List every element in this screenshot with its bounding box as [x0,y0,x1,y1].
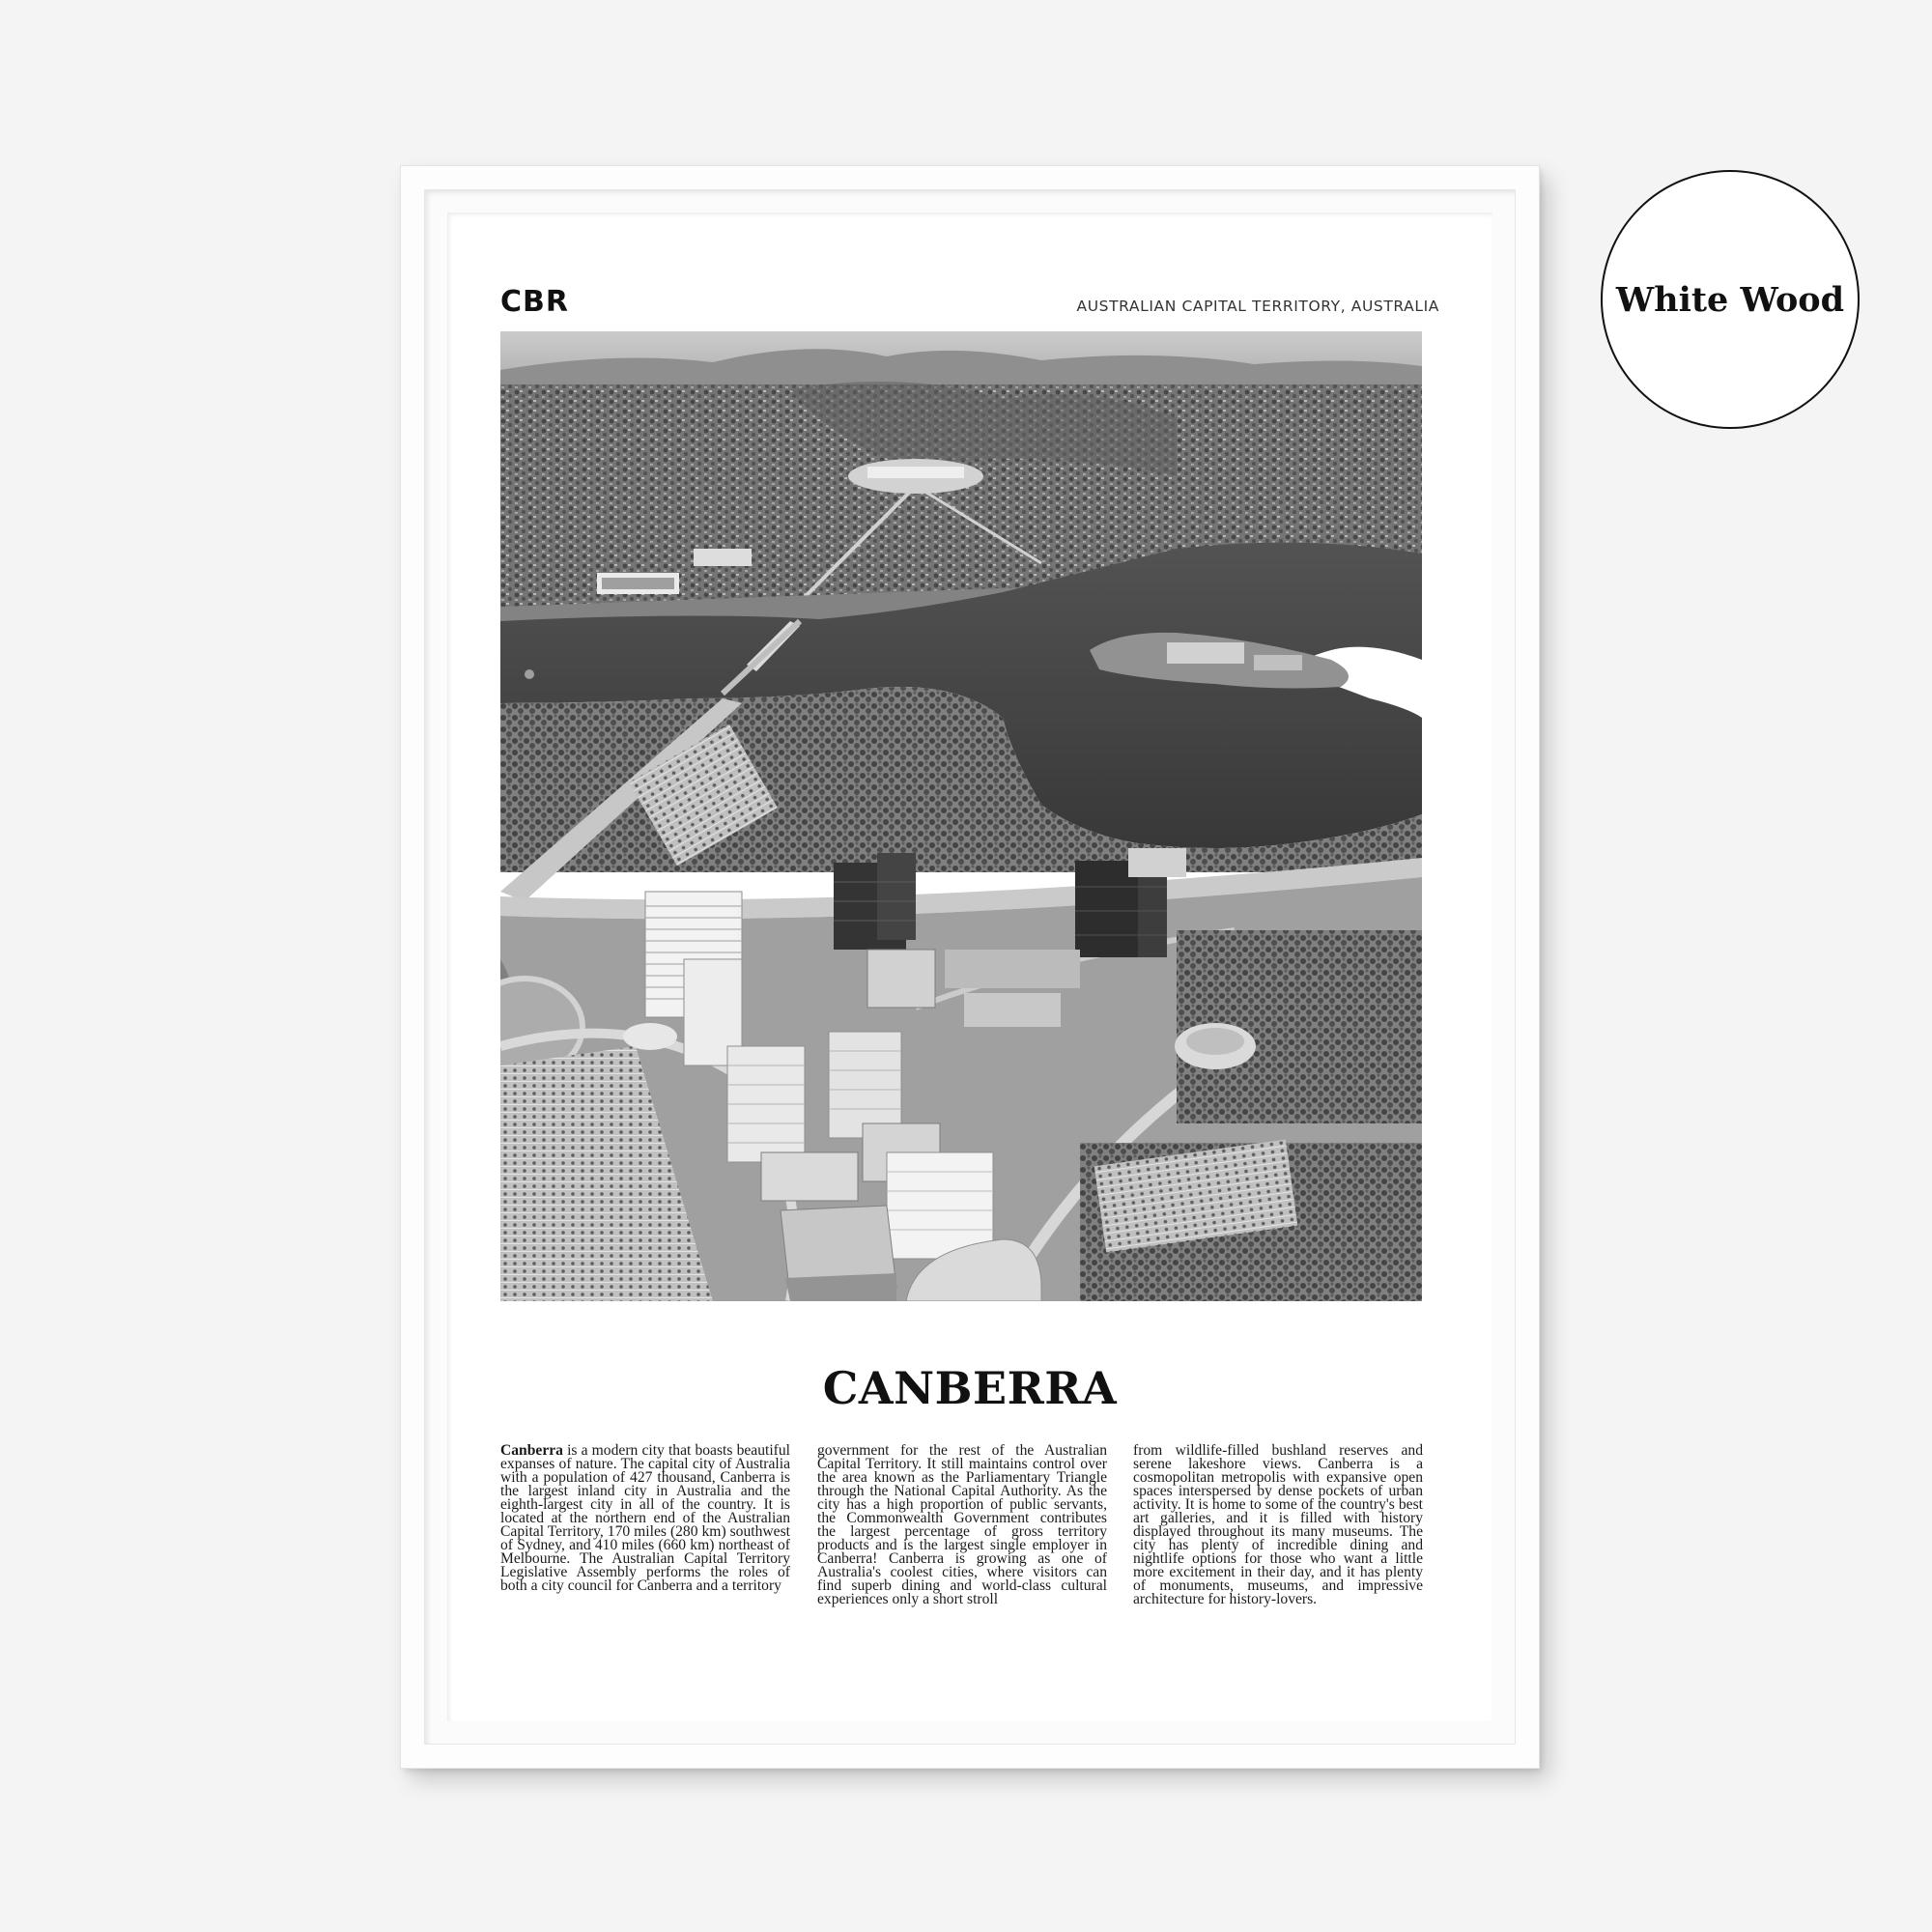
body-lead-word: Canberra [500,1442,563,1459]
region-label: AUSTRALIAN CAPITAL TERRITORY, AUSTRALIA [1076,298,1439,315]
city-code: CBR [500,285,569,319]
body-column-1 [500,1444,790,1593]
city-poster [447,213,1492,1721]
body-column-1-text: is a modern city that boasts beautiful expanses of nature. The capital city of Australia with a population of 427 thousand, Canberra is the largest inland city in Australia and the eighth-largest city in all of the country. It is located at the northern end of the Australian Capital Territory, 170 miles (280 km) southwest of Sydney, and 410 miles (660 km) northeast of Melbourne. The Australian Capital Territory Legislative Assembly performs the roles of both a city council for Canberra and a territory [500,1442,790,1594]
body-column-2: government for the rest of the Australian Capital Territory. It still maintains control over the area known as the Parliamentary Triangle through the National Capital Authority. As the city has a high proportion of public servants, the Commonwealth Government contributes the largest percentage of gross territory products and is the largest single employer in Canberra! Canberra is growing as one of Australia's coolest cities, where visitors can find superb dining and world-class cultural experiences only a short stroll [817,1442,1107,1607]
frame-color-badge [1601,170,1860,429]
white-wood-frame [401,166,1539,1768]
body-column-3: from wildlife-filled bushland reserves and serene lakeshore views. Canberra is a cosmopolitan metropolis with expansive open spaces interspersed by dense pockets of urban activity. It is home to some of the country's best art galleries, and it is filled with history displayed throughout its many museums. The city has plenty of incredible dining and nightlife options for those who want a little more excitement in their day, and it has plenty of monuments, museums, and impressive architecture for history-lovers. [1133,1442,1423,1607]
frame-color-label: White Wood [1615,279,1845,320]
city-title: CANBERRA [822,1362,1118,1414]
aerial-city-photo [500,331,1422,1301]
